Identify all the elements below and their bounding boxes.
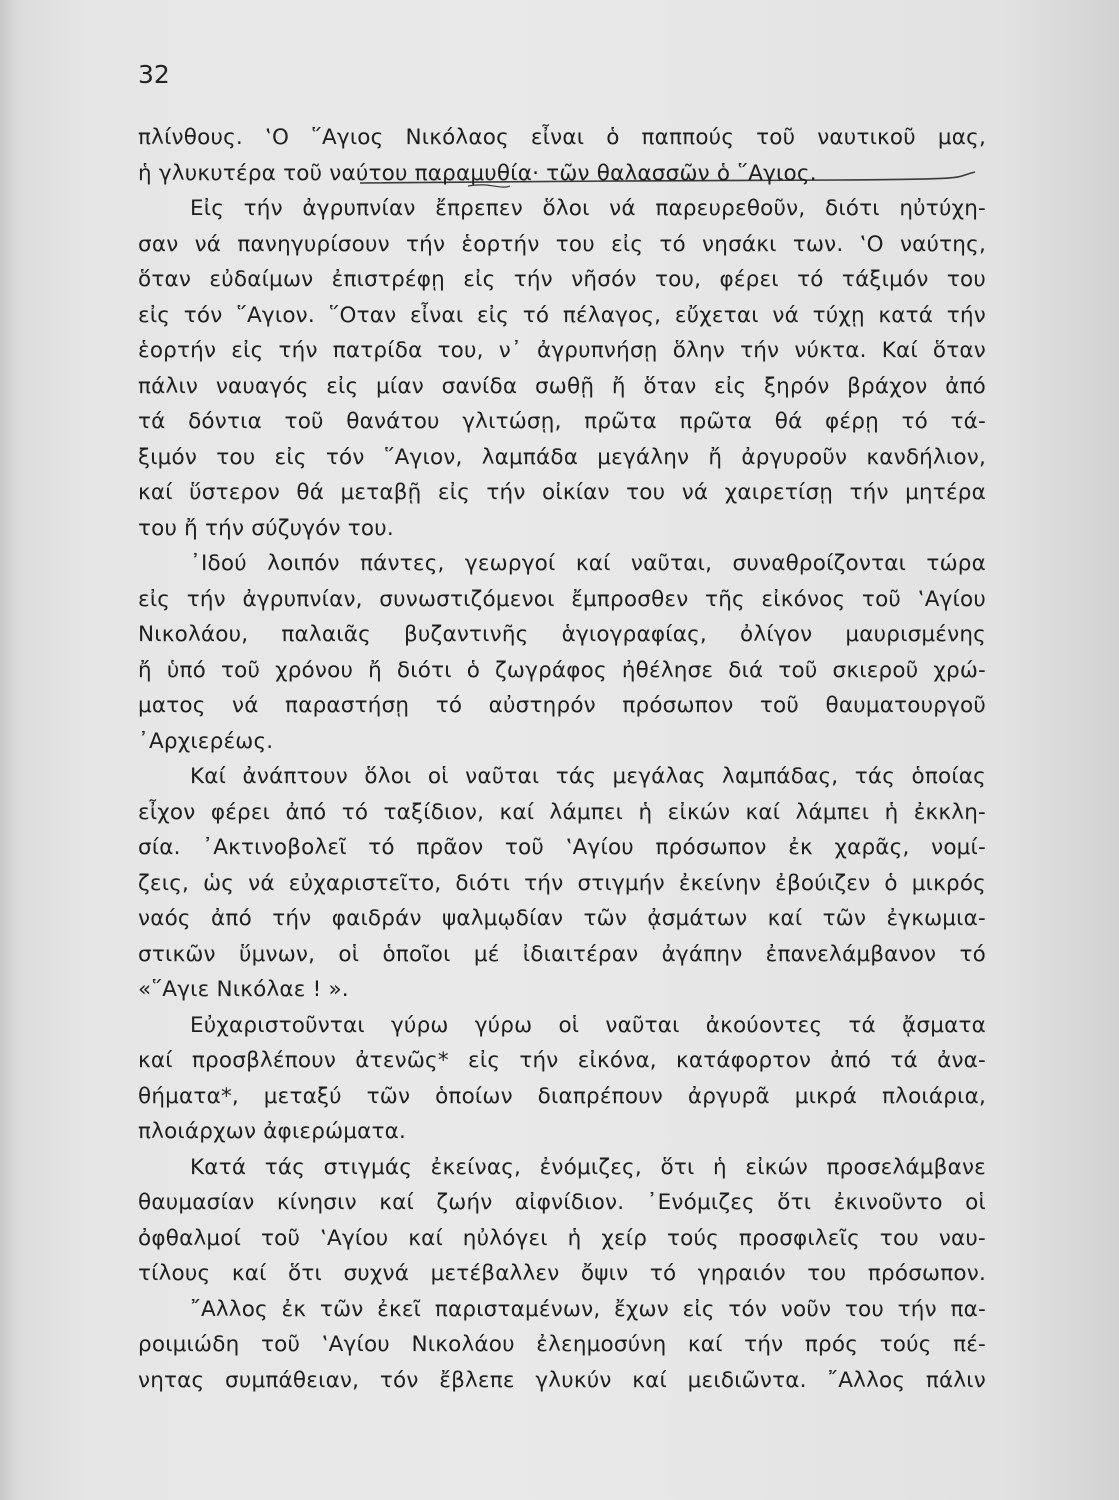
text-line: εἶχον φέρει ἀπό τό ταξίδιον, καί λάμπει ἡ εἰκών καί λάμπει ἡ ἐκκλη-	[138, 799, 986, 825]
text-line: ξιμόν του εἰς τόν ῞Αγιον, λαμπάδα μεγάλην ἤ ἀργυροῦν κανδήλιον,	[138, 444, 986, 470]
text-line: ὅταν εὐδαίμων ἐπιστρέφῃ εἰς τήν νῆσόν του, φέρει τό τάξιμόν του	[138, 267, 986, 292]
body-text	[138, 120, 986, 1398]
text-line: Εὐχαριστοῦνται γύρω γύρω οἱ ναῦται ἀκούοντες τά ᾄσματα	[190, 1012, 986, 1038]
text-line: τίλους καί ὅτι συχνά μετέβαλλεν ὄψιν τό γηραιόν του πρόσωπον.	[138, 1261, 986, 1286]
page-number: 32	[138, 60, 170, 89]
text-line: ἤ ὑπό τοῦ χρόνου ἤ διότι ὁ ζωγράφος ἠθέλησε διά τοῦ σκιεροῦ χρώ-	[138, 657, 986, 683]
text-line: θαυμασίαν κίνησιν καί ζωήν αἰφνίδιον. ᾿Ενόμιζες ὅτι ἐκινοῦντο οἱ	[138, 1190, 986, 1215]
text-line: ῎Αλλος ἐκ τῶν ἐκεῖ παρισταμένων, ἔχων εἰς τόν νοῦν του τήν πα-	[190, 1296, 986, 1322]
text-line: καί ὕστερον θά μεταβῇ εἰς τήν οἰκίαν του νά χαιρετίσῃ τήν μητέρα	[138, 480, 986, 505]
paragraph-3	[138, 546, 986, 759]
text-line: πάλιν ναυαγός εἰς μίαν σανίδα σωθῇ ἤ ὅταν εἰς ξηρόν βράχον ἀπό	[138, 373, 986, 399]
text-line: ζεις, ὡς νά εὐχαριστεῖτο, διότι τήν στιγμήν ἐκείνην ἐβούιζεν ὁ μικρός	[138, 870, 986, 896]
text-line: «῞Αγιε Νικόλαε ! ».	[138, 977, 349, 1002]
text-line: νητας συμπάθειαν, τόν ἔβλεπε γλυκύν καί μειδιῶντα. ῎Αλλος πάλιν	[138, 1367, 986, 1393]
text-line: εἰς τόν ῞Αγιον. ῞Οταν εἶναι εἰς τό πέλαγος, εὔχεται νά τύχῃ κατά τήν	[138, 302, 986, 328]
text-line: ναός ἀπό τήν φαιδράν ψαλμῳδίαν τῶν ᾀσμάτων καί τῶν ἐγκωμια-	[138, 906, 986, 931]
text-line: Καί ἀνάπτουν ὅλοι οἱ ναῦται τάς μεγάλας λαμπάδας, τάς ὁποίας	[190, 764, 986, 789]
text-line: εἰς τήν ἀγρυπνίαν, συνωστιζόμενοι ἔμπροσθεν τῆς εἰκόνος τοῦ ‛Αγίου	[138, 586, 986, 612]
text-line: καί προσβλέπουν ἀτενῶς* εἰς τήν εἰκόνα, κατάφορτον ἀπό τά ἀνα-	[138, 1048, 986, 1073]
text-line: πλοιάρχων ἀφιερώματα.	[138, 1119, 407, 1144]
text-line: του ἤ τήν σύζυγόν του.	[138, 515, 394, 541]
text-line: Εἰς τήν ἀγρυπνίαν ἔπρεπεν ὅλοι νά παρευρεθοῦν, διότι ηὐτύχη-	[190, 196, 986, 221]
text-line: ροιμιώδη τοῦ ‛Αγίου Νικολάου ἐλεημοσύνη καί τήν πρός τούς πέ-	[138, 1332, 986, 1357]
text-line: σαν νά πανηγυρίσουν τήν ἑορτήν του εἰς τό νησάκι των. ‛Ο ναύτης,	[138, 231, 986, 257]
text-line: στικῶν ὕμνων, οἱ ὁποῖοι μέ ἰδιαιτέραν ἀγάπην ἐπανελάμβανον τό	[138, 941, 986, 967]
paragraph-7	[138, 1292, 986, 1399]
text-line: ὀφθαλμοί τοῦ ‛Αγίου καί ηὐλόγει ἡ χείρ τούς προσφιλεῖς του ναυ-	[138, 1225, 986, 1251]
paragraph-1	[138, 120, 986, 191]
text-line: ᾿Αρχιερέως.	[138, 728, 274, 754]
text-line: τά δόντια τοῦ θανάτου γλιτώσῃ, πρῶτα πρῶτα θά φέρῃ τό τά-	[138, 409, 986, 434]
paragraph-4	[138, 759, 986, 1008]
paragraph-5	[138, 1008, 986, 1150]
text-line: Κατά τάς στιγμάς ἐκείνας, ἐνόμιζες, ὅτι ἡ εἰκών προσελάμβανε	[190, 1154, 986, 1180]
text-line: θήματα*, μεταξύ τῶν ὁποίων διαπρέπουν ἀργυρᾶ μικρά πλοιάρια,	[138, 1083, 986, 1109]
text-line: σία. ᾿Ακτινοβολεῖ τό πρᾶον τοῦ ‛Αγίου πρόσωπον ἐκ χαρᾶς, νομί-	[138, 835, 986, 860]
text-line: πλίνθους. ‛Ο ῞Αγιος Νικόλαος εἶναι ὁ παππούς τοῦ ναυτικοῦ μας,	[138, 125, 986, 150]
text-line: ἡ γλυκυτέρα τοῦ ναύτου παραμυθία· τῶν θαλασσῶν ὁ ῞Αγιος.	[138, 160, 817, 186]
paragraph-6	[138, 1150, 986, 1292]
paragraph-2	[138, 191, 986, 546]
text-line: ἑορτήν εἰς τήν πατρίδα του, ν᾿ ἀγρυπνήσῃ ὅλην τήν νύκτα. Καί ὅταν	[138, 338, 986, 363]
text-line: ματος νά παραστήσῃ τό αὐστηρόν πρόσωπον τοῦ θαυματουργοῦ	[138, 693, 986, 718]
text-line: Νικολάου, παλαιᾶς βυζαντινῆς ἁγιογραφίας, ὀλίγον μαυρισμένης	[138, 622, 986, 647]
text-line: ᾿Ιδού λοιπόν πάντες, γεωργοί καί ναῦται, συναθροίζονται τώρα	[190, 551, 986, 576]
